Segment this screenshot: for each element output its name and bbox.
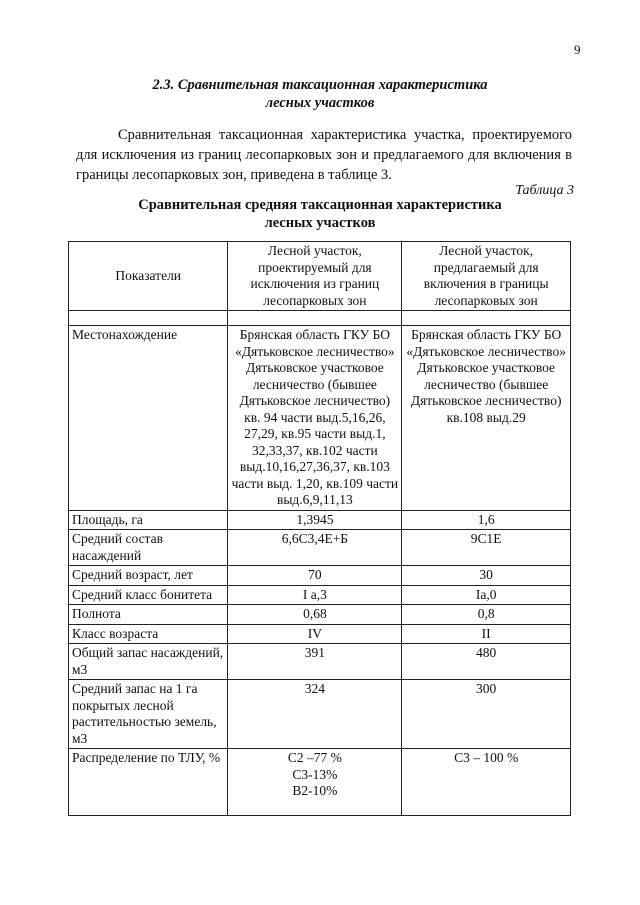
table-row (69, 566, 571, 586)
row-label: Площадь, га (69, 510, 228, 530)
table-row-location (69, 326, 571, 511)
row-included-value: Iа,0 (402, 585, 571, 605)
comparison-table (68, 241, 571, 816)
table-row (69, 680, 571, 749)
header-indicator: Показатели (69, 242, 228, 311)
row-label: Средний запас на 1 га покрытых лесной растительностью земель, м3 (69, 680, 228, 749)
table-row (69, 644, 571, 680)
location-included: Брянская область ГКУ БО «Дятьковское лесничество» Дятьковское участковое лесничество (бывшее Дятьковское лесничество) кв.108 выд.29 (402, 326, 571, 511)
distribution-label: Распределение по ТЛУ, % (69, 749, 228, 816)
header-included-plot: Лесной участок, предлагаемый для включения в границы лесопарковых зон (402, 242, 571, 311)
row-excluded-value: 70 (228, 566, 402, 586)
row-excluded-value: 1,3945 (228, 510, 402, 530)
table-row (69, 585, 571, 605)
row-label: Средний класс бонитета (69, 585, 228, 605)
intro-paragraph (76, 125, 572, 185)
row-included-value: 9С1Е (402, 530, 571, 566)
table-row (69, 624, 571, 644)
row-excluded-value: IV (228, 624, 402, 644)
intro-text: Сравнительная таксационная характеристика участка, проектируемого для исключения из границ лесопарковых зон и предлагаемого для включения в границы лесопарковых зон, приведена в таблице 3. (76, 127, 572, 183)
page-number: 9 (574, 42, 581, 57)
row-included-value: 0,8 (402, 605, 571, 625)
section-title (60, 76, 580, 112)
row-excluded-value: I а,3 (228, 585, 402, 605)
distribution-included: С3 – 100 % (402, 749, 571, 816)
distribution-excluded (228, 749, 402, 816)
table-title-line-1: Сравнительная средняя таксационная характеристика (138, 197, 502, 213)
row-label: Класс возраста (69, 624, 228, 644)
row-label: Средний состав насаждений (69, 530, 228, 566)
table-title-line-2: лесных участков (264, 215, 376, 231)
table-row-distribution (69, 749, 571, 816)
section-title-line-1: 2.3. Сравнительная таксационная характеристика (152, 77, 488, 93)
spacer-row (69, 311, 571, 326)
row-excluded-value: 391 (228, 644, 402, 680)
row-excluded-value: 6,6С3,4Е+Б (228, 530, 402, 566)
row-label: Общий запас насаждений, м3 (69, 644, 228, 680)
row-label: Полнота (69, 605, 228, 625)
header-excluded-plot: Лесной участок, проектируемый для исключения из границ лесопарковых зон (228, 242, 402, 311)
row-included-value: 30 (402, 566, 571, 586)
row-included-value: 300 (402, 680, 571, 749)
distribution-excluded-line: С2 –77 % (287, 750, 342, 765)
row-included-value: 1,6 (402, 510, 571, 530)
distribution-excluded-line: С3-13% (292, 766, 338, 782)
location-excluded: Брянская область ГКУ БО «Дятьковское лесничество» Дятьковское участковое лесничество (бывшее Дятьковское лесничество) кв. 94 части выд.5,16,26, 27,29, кв.95 части выд.1, 32,33,37, кв.102 части выд.10,16,27,36,37, кв.103 части выд. 1,20, кв.109 части выд.6,9,11,13 (228, 326, 402, 511)
table-row (69, 530, 571, 566)
table-row (69, 605, 571, 625)
distribution-excluded-line: В2-10% (292, 783, 338, 798)
table-caption: Таблица 3 (515, 183, 574, 198)
section-title-line-2: лесных участков (265, 95, 375, 111)
table-row (69, 510, 571, 530)
row-label: Средний возраст, лет (69, 566, 228, 586)
row-excluded-value: 324 (228, 680, 402, 749)
row-included-value: 480 (402, 644, 571, 680)
row-included-value: II (402, 624, 571, 644)
table-title (90, 196, 550, 232)
location-label: Местонахождение (69, 326, 228, 511)
row-excluded-value: 0,68 (228, 605, 402, 625)
table-header-row (69, 242, 571, 311)
